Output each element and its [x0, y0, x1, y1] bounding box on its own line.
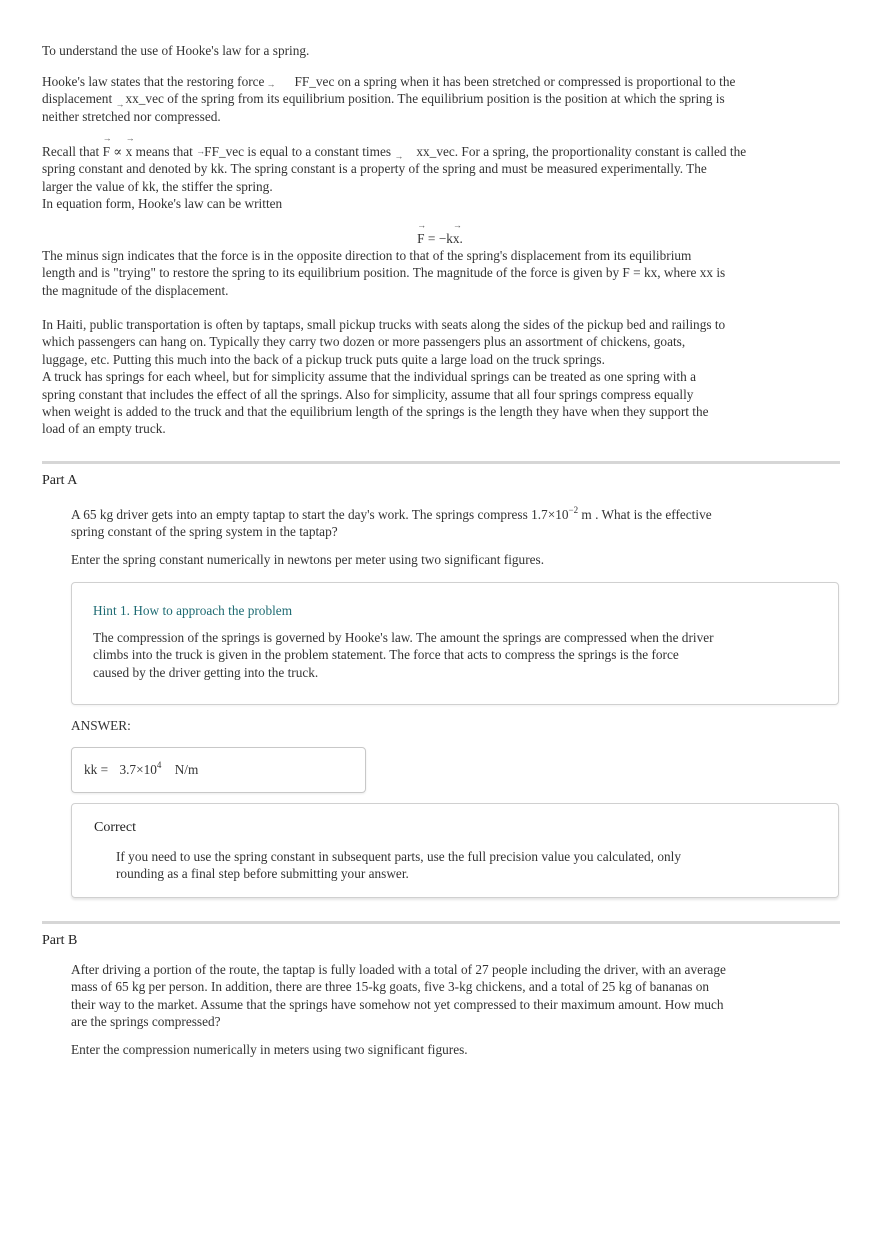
- displacement-vector-symbol: → x: [452, 220, 462, 246]
- intro-p4-line-3: luggage, etc. Putting this much into the back of a pickup truck puts quite a large load on the truck springs.: [42, 351, 605, 367]
- hint-panel: [71, 582, 839, 705]
- intro-p4-line-7: load of an empty truck.: [42, 421, 166, 437]
- feedback-panel: [71, 803, 839, 898]
- intro-paragraph-4: [42, 316, 812, 438]
- answer-variable: kk =: [84, 762, 109, 777]
- intro-p3-line-3: the magnitude of the displacement.: [42, 282, 229, 298]
- section-divider: [42, 921, 840, 924]
- intro-paragraph-1: [42, 73, 812, 125]
- intro-p2-line-1: Recall that → F ∝ → x means that → FF_vec is equal to a constant times → xx_vec. For a spring, the proportionality constant is called the: [42, 133, 747, 161]
- intro-p3-line-1: The minus sign indicates that the force is in the opposite direction to that of the spring's displacement from its equilibrium: [42, 248, 692, 263]
- section-divider: [42, 461, 840, 464]
- intro-p1-line-1: Hooke's law states that the restoring force → FF_vec on a spring when it has been stretched or compressed is proportional to the: [42, 74, 736, 89]
- intro-paragraph-2: [42, 133, 812, 213]
- part-a-question-line-2: spring constant of the spring system in the taptap?: [71, 524, 338, 540]
- part-b-question: After driving a portion of the route, the taptap is fully loaded with a total of 27 people including the driver, with an average mass of 65 kg per person. In addition, there are three 15-kg goats, five 3-kg chickens, and a total of 25 kg of bananas on their way to the market. Assume that the springs have somehow not yet compressed to their maximum amount. How much are the springs compressed?: [71, 962, 726, 1030]
- intro-p1-line-3: neither stretched nor compressed.: [42, 108, 221, 124]
- part-b-title: Part B: [42, 933, 78, 948]
- answer-unit: N/m: [174, 762, 199, 777]
- part-a-title: Part A: [42, 473, 78, 488]
- intro-p2-line-3: larger the value of kk, the stiffer the spring.: [42, 178, 273, 194]
- proportional-symbol: ∝: [113, 144, 123, 159]
- intro-p2-line-2: spring constant and denoted by kk. The spring constant is a property of the spring and must be measured experimentally. The: [42, 161, 707, 177]
- objective-line: To understand the use of Hooke's law for a spring.: [42, 43, 310, 58]
- intro-p4-line-2: which passengers can hang on. Typically they carry two dozen or more passengers plus an assortment of chickens, goats,: [42, 334, 686, 350]
- intro-p4-line-5: spring constant that includes the effect of all the springs. Also for simplicity, assume that all four springs compress equally: [42, 386, 694, 402]
- part-a-instruction: Enter the spring constant numerically in newtons per meter using two significant figures.: [71, 552, 545, 567]
- intro-p1-line-2: displacement → xx_vec of the spring from its equilibrium position. The equilibrium position is the position at which the spring is: [42, 91, 725, 110]
- answer-box: [71, 747, 366, 793]
- part-a-question-line-1: A 65 kg driver gets into an empty taptap to start the day's work. The springs compress $1.7\times 10^{-2}$ m . What is the effective: [71, 505, 712, 522]
- intro-p4-line-4: A truck has springs for each wheel, but for simplicity assume that the individual springs can be treated as one spring with a: [42, 369, 696, 385]
- objective-text: [42, 42, 812, 59]
- force-vector-symbol: → F: [102, 133, 112, 159]
- hint-1-text: The compression of the springs is governed by Hooke's law. The amount the springs are compressed when the driver climbs into the truck is given in the problem statement. The force that acts to compress the springs is the force caused by the driver getting into the truck.: [93, 630, 714, 680]
- intro-paragraph-3: [42, 247, 812, 299]
- force-vector-symbol: → F: [417, 220, 427, 246]
- answer-content: [84, 761, 198, 778]
- intro-p4-line-6: when weight is added to the truck and that the equilibrium length of the springs is the length they have when they support the: [42, 404, 709, 420]
- part-a-question: [71, 506, 801, 541]
- answer-value-field[interactable]: $3.7\times 10^4$: [119, 760, 162, 777]
- displacement-vector-symbol: → x: [125, 133, 135, 159]
- feedback-status: Correct: [94, 820, 136, 835]
- part-b-instruction: Enter the compression numerically in meters using two significant figures.: [71, 1042, 468, 1057]
- hookes-law-equation: → F = −k → x.: [417, 220, 463, 246]
- intro-p4-line-1: In Haiti, public transportation is often by taptaps, small pickup trucks with seats along the sides of the pickup bed and railings to: [42, 317, 726, 332]
- intro-p3-line-2: length and is "trying" to restore the spring to its equilibrium position. The magnitude of the force is given by F = kx, where xx is: [42, 265, 726, 281]
- feedback-text: If you need to use the spring constant in subsequent parts, use the full precision value you calculated, only rounding as a final step before submitting your answer.: [116, 849, 681, 882]
- intro-p2-line-4: In equation form, Hooke's law can be written: [42, 196, 283, 212]
- hint-1-link[interactable]: Hint 1. How to approach the problem: [93, 603, 293, 618]
- answer-label: ANSWER:: [71, 718, 131, 733]
